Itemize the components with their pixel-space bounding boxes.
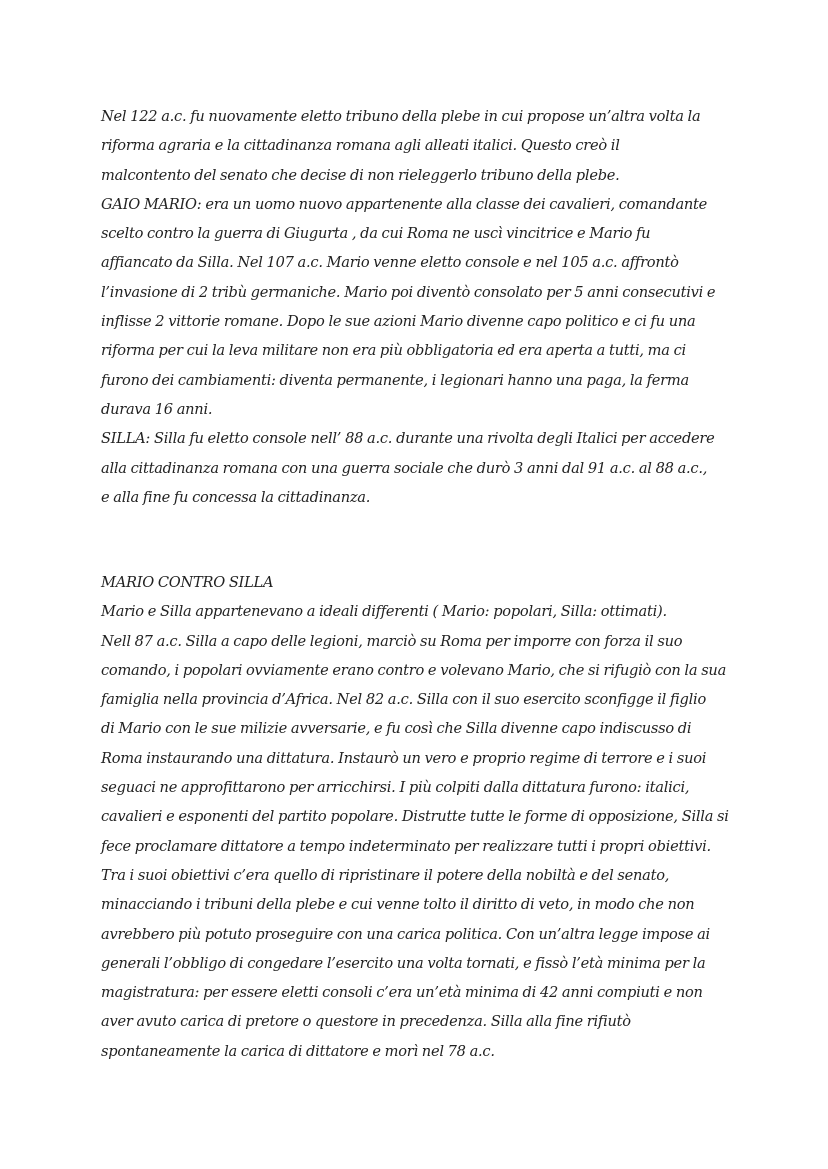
text-line: e alla fine fu concessa la cittadinanza. — [101, 488, 371, 506]
text-line: avrebbero più potuto proseguire con una carica politica. Con un’altra legge impose ai — [101, 925, 710, 943]
text-line: riforma agraria e la cittadinanza romana agli alleati italici. Questo creò il — [101, 137, 620, 155]
text-line: l’invasione di 2 tribù germaniche. Mario poi diventò consolato per 5 anni consecutivi e — [101, 283, 716, 301]
section-mario-contro-silla — [101, 568, 761, 1066]
text-line: minacciando i tribuni della plebe e cui venne tolto il diritto di veto, in modo che non — [101, 896, 695, 914]
text-line: inflisse 2 vittorie romane. Dopo le sue azioni Mario divenne capo politico e ci fu una — [101, 313, 696, 331]
text-line: cavalieri e esponenti del partito popolare. Distrutte tutte le forme di opposizione, Silla si — [101, 808, 729, 826]
text-line: magistratura: per essere eletti consoli c’era un’età minima di 42 anni compiuti e non — [101, 984, 703, 1002]
text-line: malcontento del senato che decise di non rieleggerlo tribuno della plebe. — [101, 166, 620, 184]
section-heading: MARIO CONTRO SILLA — [101, 574, 274, 591]
text-line: GAIO MARIO: era un uomo nuovo appartenente alla classe dei cavalieri, comandante — [101, 195, 708, 213]
text-line: Nell 87 a.c. Silla a capo delle legioni, marciò su Roma per imporre con forza il suo — [101, 632, 683, 650]
text-line: SILLA: Silla fu eletto console nell’ 88 a.c. durante una rivolta degli Italici per accedere — [101, 430, 715, 448]
text-line: Roma instaurando una dittatura. Instaurò un vero e proprio regime di terrore e i suoi — [101, 749, 707, 767]
text-line: famiglia nella provincia d’Africa. Nel 82 a.c. Silla con il suo esercito sconfigge il figlio — [101, 691, 706, 709]
text-line: Tra i suoi obiettivi c’era quello di ripristinare il potere della nobiltà e del senato, — [101, 866, 670, 884]
text-line: spontaneamente la carica di dittatore e morì nel 78 a.c. — [101, 1042, 495, 1060]
text-line: di Mario con le sue milizie avversarie, e fu così che Silla divenne capo indiscusso di — [101, 720, 692, 738]
text-line: fece proclamare dittatore a tempo indeterminato per realizzare tutti i propri obiettivi. — [101, 837, 711, 855]
text-line: Mario e Silla appartenevano a ideali differenti ( Mario: popolari, Silla: ottimati). — [101, 603, 667, 621]
text-line: furono dei cambiamenti: diventa permanente, i legionari hanno una paga, la ferma — [101, 371, 689, 389]
text-line: aver avuto carica di pretore o questore in precedenza. Silla alla fine rifiutò — [101, 1013, 631, 1031]
text-line: durava 16 anni. — [101, 400, 213, 418]
text-line: generali l’obbligo di congedare l’esercito una volta tornati, e fissò l’età minima per la — [101, 954, 706, 972]
text-line: affiancato da Silla. Nel 107 a.c. Mario venne eletto console e nel 105 a.c. affrontò — [101, 254, 679, 272]
text-line: Nel 122 a.c. fu nuovamente eletto tribuno della plebe in cui propose un’altra volta la — [101, 108, 701, 125]
text-line: seguaci ne approfittarono per arricchirsi. I più colpiti dalla dittatura furono: italici, — [101, 779, 690, 797]
text-line: alla cittadinanza romana con una guerra sociale che durò 3 anni dal 91 a.c. al 88 a.c., — [101, 459, 708, 477]
text-line: comando, i popolari ovviamente erano contro e volevano Mario, che si rifugiò con la sua — [101, 661, 727, 679]
text-line: riforma per cui la leva militare non era più obbligatoria ed era aperta a tutti, ma ci — [101, 342, 686, 360]
text-line: scelto contro la guerra di Giugurta , da cui Roma ne uscì vincitrice e Mario fu — [101, 225, 651, 243]
section-gracchi-mario-silla — [101, 102, 761, 512]
